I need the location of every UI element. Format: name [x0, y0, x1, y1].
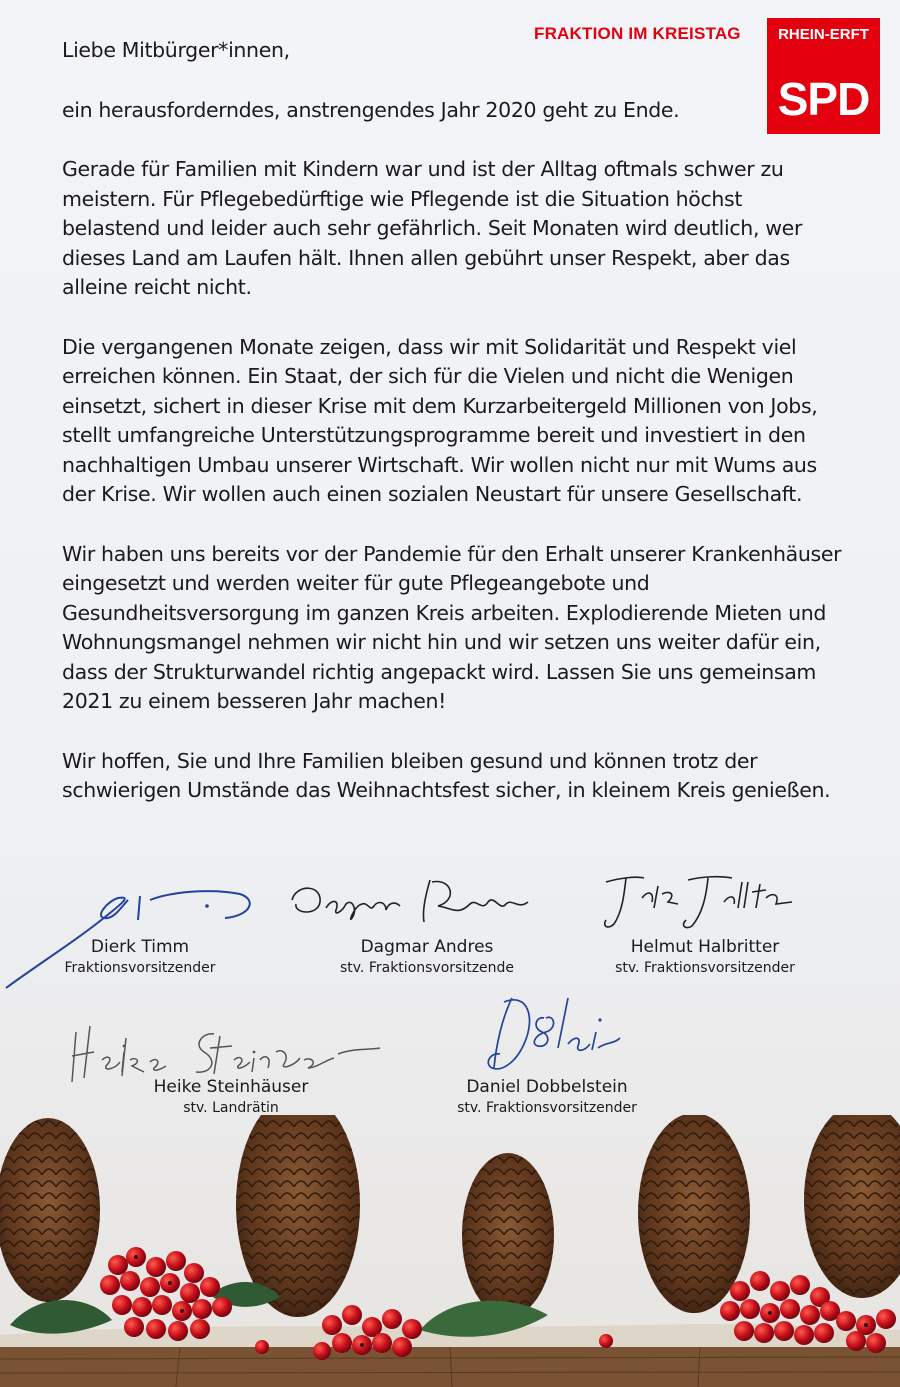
logo-mark-text: SPD — [777, 73, 870, 125]
pinecone — [462, 1153, 554, 1317]
signer-name: Dagmar Andres — [360, 937, 494, 957]
signature-block — [307, 936, 547, 978]
letter-paragraph-2: Gerade für Familien mit Kindern war und ist der Alltag oftmals schwer zu meistern. Für Pflegebedürftige wie Pflegende ist die Situation höchst belastend und leider auch sehr gefährlich. Seit Monaten wird deutlich, wer dieses Land am Laufen hält. Ihnen allen gebührt unser Respekt, aber das alleine reicht nicht. — [62, 157, 803, 299]
signer-role: stv. Fraktionsvorsitzender — [615, 960, 795, 976]
letter-paragraph-5: Wir hoffen, Sie und Ihre Familien bleiben gesund und können trotz der schwierigen Umstände das Weihnachtsfest sicher, in kleinem Kreis genießen. — [62, 748, 831, 802]
signer-role: Fraktionsvorsitzender — [64, 960, 216, 976]
pinecone-berry-decoration — [0, 1115, 900, 1387]
signature-scribble-dobbelstein — [484, 988, 634, 1080]
signature-block — [40, 936, 240, 978]
leaf — [10, 1300, 112, 1334]
pinecone — [0, 1118, 100, 1302]
signature-block — [427, 1076, 667, 1118]
signature-block — [585, 936, 825, 978]
signature-scribble-andres — [282, 870, 542, 930]
letter-greeting: Liebe Mitbürger*innen, — [62, 38, 290, 62]
signer-role: stv. Fraktionsvorsitzender — [457, 1100, 637, 1116]
signer-role: stv. Landrätin — [183, 1100, 279, 1116]
signature-block — [131, 1076, 331, 1118]
signer-name: Daniel Dobbelstein — [466, 1077, 628, 1097]
pinecone — [804, 1115, 900, 1298]
pinecone — [638, 1115, 750, 1313]
signer-role: stv. Fraktionsvorsitzende — [339, 960, 515, 976]
letter-paragraph-1: ein herausforderndes, anstrengendes Jahr 2020 geht zu Ende. — [62, 97, 680, 122]
letter-paragraph-3: Die vergangenen Monate zeigen, dass wir mit Solidarität und Respekt viel erreichen können. Ein Staat, der sich für die Vielen und nicht die Wenigen einsetzt, sichert in dieser Krise mit dem Kurzarbeitergeld Millionen von Jobs, stellt umfangreiche Unterstützungsprogramme bereit und investiert in den nachhaltigen Umbau unserer Wirtschaft. Wir wollen nicht nur mit Wums aus der Krise. Wir wollen auch einen sozialen Neustart für unsere Gesellschaft. — [62, 334, 818, 506]
logo-region-text: RHEIN-ERFT — [778, 26, 869, 43]
letter-paragraph-4: Wir haben uns bereits vor der Pandemie für den Erhalt unserer Krankenhäuser eingesetzt und werden weiter für gute Pflegeangebote und Gesundheitsversorgung im ganzen Kreis arbeiten. Explodierende Mieten und Wohnungsmangel nehmen wir nicht hin und wir setzen uns weiter dafür ein, dass der Strukturwandel richtig angepackt wird. Lassen Sie uns gemeinsam 2021 zu einem besseren Jahr machen! — [62, 541, 842, 713]
signer-name: Helmut Halbritter — [630, 937, 780, 957]
signer-name: Dierk Timm — [90, 937, 190, 957]
signature-scribble-halbritter — [596, 868, 806, 934]
letter-body — [62, 36, 842, 836]
header-label: FRAKTION IM KREISTAG — [534, 24, 741, 43]
signer-name: Heike Steinhäuser — [153, 1077, 309, 1097]
